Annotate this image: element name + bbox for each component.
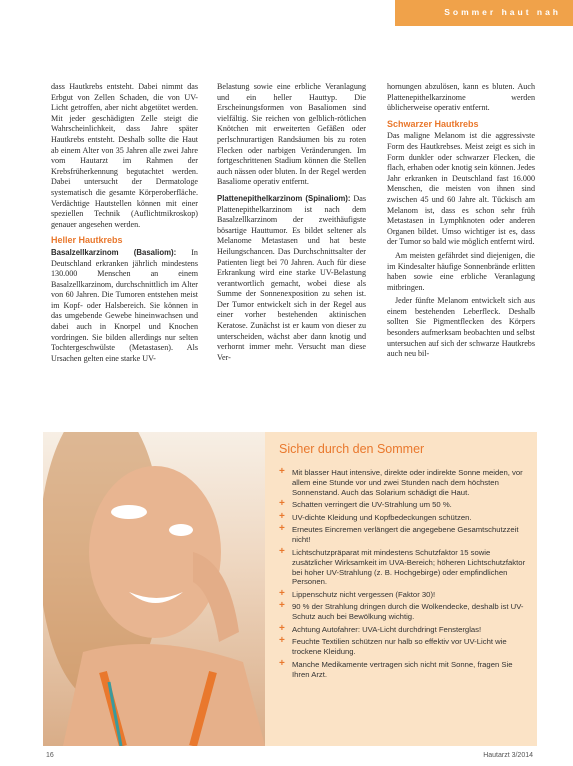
tip-text: Schatten verringert die UV-Strahlung um 50 %.: [292, 500, 452, 510]
plus-icon: +: [279, 523, 285, 535]
tip-text: Mit blasser Haut intensive, direkte oder indirekte Sonne meiden, vor allem eine Stunde vor und zwei Stunden nach dem höchsten Sonnenstand. Auch das Solarium schädigt die Haut.: [292, 468, 523, 497]
text-column-2: [217, 82, 366, 366]
woman-sunscreen-illustration: [43, 432, 265, 746]
tip-text: Lippenschutz nicht vergessen (Faktor 30)!: [292, 589, 436, 599]
plus-icon: +: [279, 545, 285, 557]
plus-icon: +: [279, 498, 285, 510]
list-item: [279, 587, 529, 600]
tip-text: Feuchte Textilien schützen nur halb so effektiv vor UV-Licht wie trockene Kleidung.: [292, 637, 507, 657]
tip-text: 90 % der Strahlung dringen durch die Wolkendecke, deshalb ist UV-Schutz auch bei Bewölkung wichtig.: [292, 602, 524, 622]
term-plattenepithelkarzinom: Plattenepithelkarzinom (Spinaliom):: [217, 193, 351, 203]
term-basalzellkarzinom: Basalzellkarzinom (Basaliom):: [51, 247, 177, 257]
text-column-1: [51, 82, 198, 367]
paragraph: Belastung sowie eine erbliche Veranlagung und ein heller Hauttyp. Die Erscheinungsformen von Basaliomen sind vielfältig. Sie reichen von gelblich-rötlichen Knötchen mit erweiterten Gefäßen oder perlschnurartigen Randsäumen bis zu roten Flecken oder narbigen Veränderungen. Im fortgeschrittenen Stadium können die Stellen auch nässen oder bluten. In der Regel werden Basaliome operativ entfernt.: [217, 82, 366, 187]
paragraph: [51, 248, 198, 365]
paragraph: Am meisten gefährdet sind diejenigen, die im Kindesalter häufige Sonnenbrände erlitten haben sowie eine erbliche Veranlagung mitbringen.: [387, 250, 535, 292]
plus-icon: +: [279, 466, 285, 477]
text-column-3: [387, 82, 535, 363]
list-item: [279, 637, 529, 657]
plus-icon: +: [279, 635, 285, 647]
section-label: Sommer haut nah: [444, 7, 561, 17]
tips-list: [279, 468, 529, 682]
paragraph: Das maligne Melanom ist die aggressivste Form des Hautkrebses. Meist zeigt es sich in Form dunkler oder schwarzer Flecken, die flach, erhaben oder knotig sein können. Jedes Jahr erkranken in Deutschland fast 16.000 Menschen, die meisten von ihnen sind zwischen 45 und 60 Jahre alt. Tückisch am Melanom ist, dass es schon sehr früh Metastasen in Lymphknoten oder anderen Organen bildet. Umso wichtiger ist es, dass der Tumor so bald wie möglich entfernt wird.: [387, 131, 535, 247]
paragraph-text: In Deutschland erkranken jährlich mindestens 130.000 Menschen an einem Basalzellkarzinom, durchschnittlich im Alter von 60 Jahren. Die Tumoren entstehen meist im Kopf- oder Halsbereich. Sie können in das umgebende Gewebe hineinwachsen und dabei auch in Knorpel und Knochen vordringen. Sie bilden allerdings nur selten Tochtergeschwülste (Metastasen). Als Ursachen gelten eine starke UV-: [51, 247, 198, 363]
tip-text: Erneutes Eincremen verlängert die angegebene Gesamtschutzzeit nicht!: [292, 525, 519, 545]
tip-text: Achtung Autofahrer: UVA-Licht durchdringt Fensterglas!: [292, 624, 482, 634]
paragraph: Jeder fünfte Melanom entwickelt sich aus einem bestehenden Leberfleck. Deshalb sollten Sie Pigmentflecken des Körpers besonders aufmerksam beobachten und selbst untersuchen auf sich der schwarze Hautkrebs auch neu bil-: [387, 296, 535, 359]
tip-text: UV-dichte Kleidung und Kopfbedeckungen schützen.: [292, 512, 472, 522]
plus-icon: +: [279, 510, 285, 522]
paragraph: [217, 194, 366, 364]
subheading-heller-hautkrebs: Heller Hautkrebs: [51, 235, 123, 246]
list-item: [279, 500, 529, 510]
info-box-sun-protection: [43, 432, 537, 746]
list-item: [279, 525, 529, 545]
section-header-bar: [395, 0, 573, 26]
subheading-schwarzer-hautkrebs: Schwarzer Hautkrebs: [387, 118, 479, 129]
list-item: [279, 602, 529, 622]
tip-text: Manche Medikamente vertragen sich nicht mit Sonne, fragen Sie Ihren Arzt.: [292, 659, 513, 679]
plus-icon: +: [279, 600, 285, 612]
plus-icon: +: [279, 657, 285, 669]
list-item: [279, 545, 529, 588]
page-number: 16: [46, 752, 54, 759]
plus-icon: +: [279, 622, 285, 634]
list-item: [279, 622, 529, 635]
plus-icon: +: [279, 587, 285, 599]
magazine-issue: Hautarzt 3/2014: [483, 752, 533, 759]
paragraph: dass Hautkrebs entsteht. Dabei nimmt das Erbgut von Zellen Schaden, die von UV-Licht getroffen, aber nicht abgetötet werden. Mit jeder geschädigten Zelle steigt die Wahrscheinlichkeit, dass Jahre später Hautkrebs entsteht. Deshalb sollte die Haut ab einem Alter von 35 Jahren alle zwei Jahre vom Hautarzt im Rahmen der Krebsfrüherkennung begutachtet werden. Dabei untersucht der Dermatologe systematisch die gesamte Körperoberfläche. Verdächtige Hautstellen können mit einer speziellen Technik (Auflichtmikroskop) genauer angesehen werden.: [51, 82, 198, 229]
list-item: [279, 657, 529, 680]
box-title: Sicher durch den Sommer: [279, 442, 425, 456]
paragraph: hornungen abzulösen, kann es bluten. Auch Plattenepithelkarzinome werden üblicherweise operativ entfernt.: [387, 82, 535, 113]
woman-sunscreen-photo: [43, 432, 265, 746]
list-item: [279, 510, 529, 523]
paragraph-text: Das Plattenepithelkarzinom ist nach dem Basalzellkarzinom der zweithäufigste bösartige Hauttumor. Es bildet seltener als Melanome Metastasen und hat beste Heilungschancen. Das Durchschnittsalter der Patienten liegt bei 70 Jahren. Auch für diese Erkrankung wird eine starke UV-Belastung verantwortlich gemacht, wobei diese als Summe der Sonnenexposition zu sehen ist. Der Tumor entwickelt sich in der Regel aus einer vorher bestehenden aktinischen Keratose. Zunächst ist er kaum von dieser zu unterscheiden, wächst aber dann knotig und verhornt immer mehr. Versucht man diese Ver-: [217, 193, 366, 362]
tip-text: Lichtschutzpräparat mit mindestens Schutzfaktor 15 sowie zusätzlicher Wirksamkeit im UVA-Bereich; höheren Lichtschutzfaktor bei hoher UV-Strahlung (z. B. Hochgebirge) oder empfindlichen Personen.: [292, 547, 526, 587]
list-item: [279, 468, 529, 498]
